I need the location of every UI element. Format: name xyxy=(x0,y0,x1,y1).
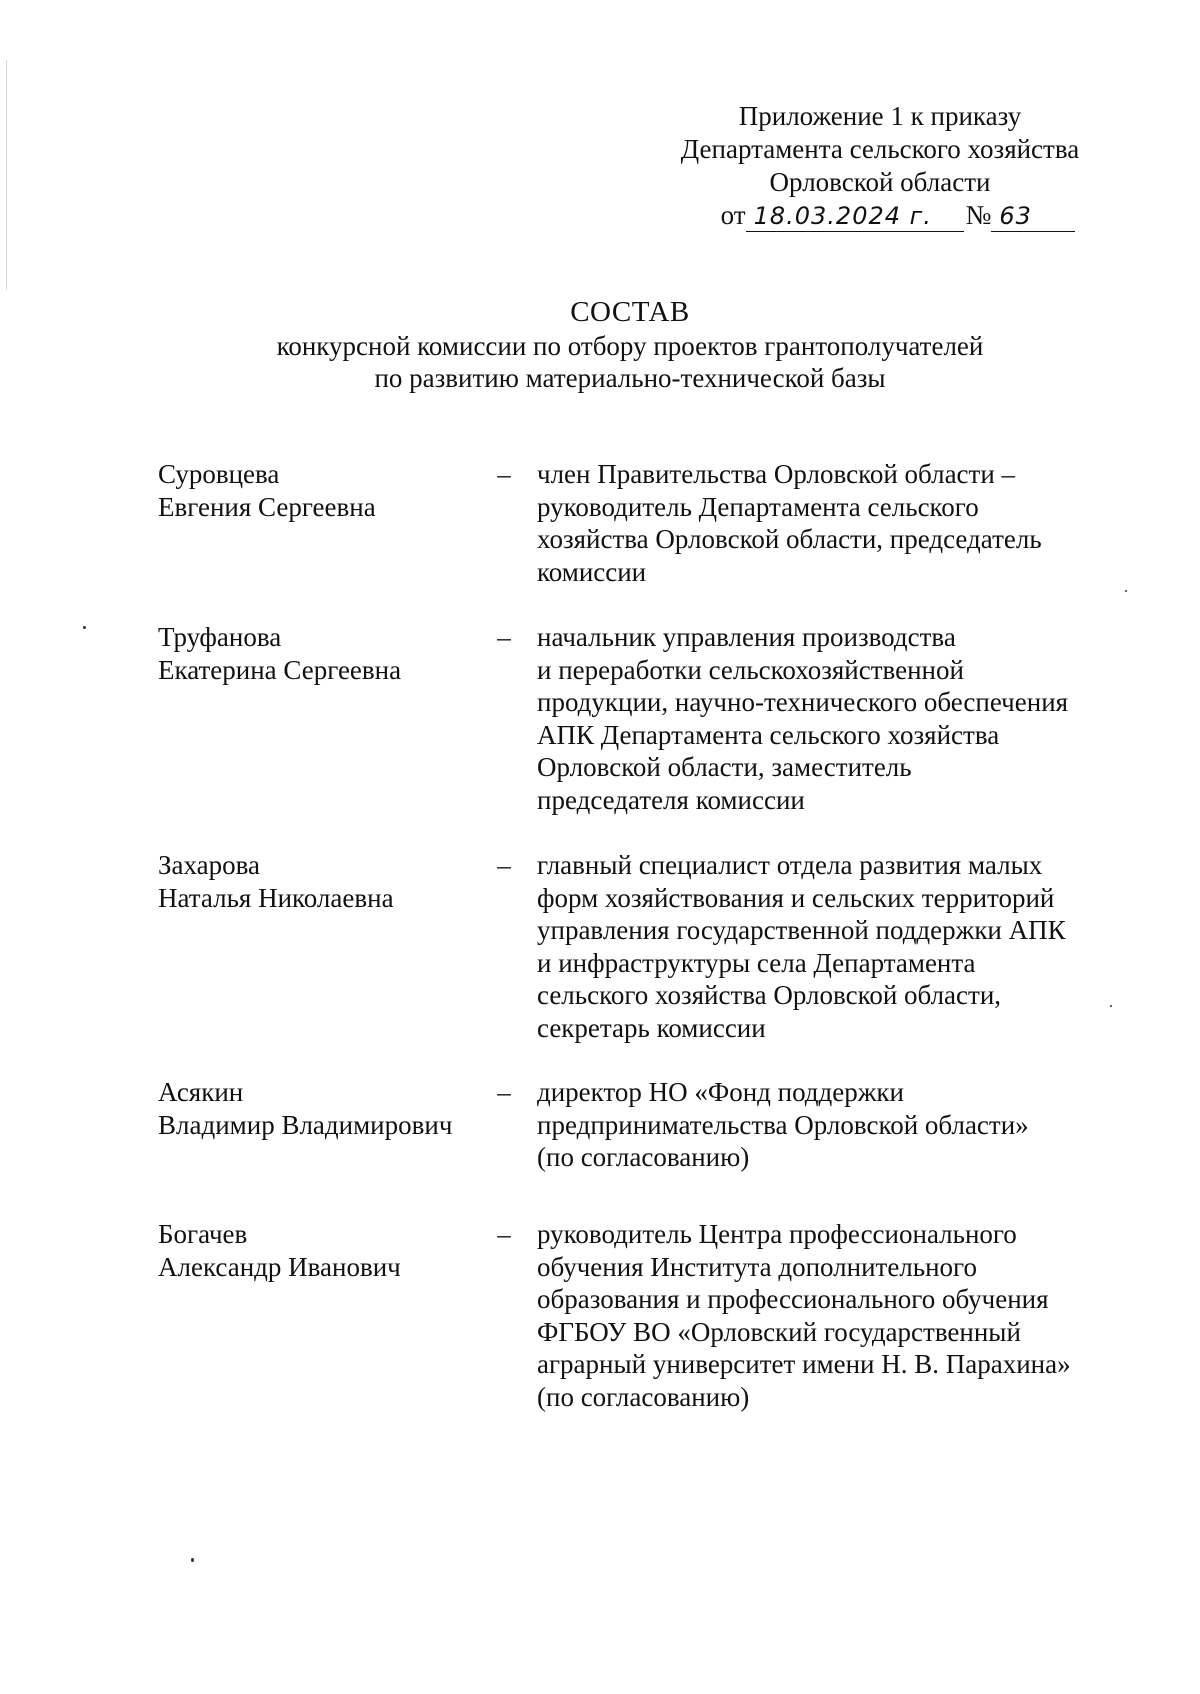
role-line: продукции, научно-технического обеспечения xyxy=(537,687,1069,717)
member-given-name: Александр Иванович xyxy=(158,1251,401,1282)
scan-speck xyxy=(1125,590,1127,592)
member-dash: – xyxy=(497,459,511,489)
header-line-2: Департамента сельского хозяйства xyxy=(680,134,1080,164)
role-line: руководитель Департамента сельского xyxy=(537,491,979,522)
handwritten-order-number: 63 xyxy=(991,201,1075,232)
title-subline-1: конкурсной комиссии по отбору проектов грантополучателей xyxy=(276,331,984,361)
member-surname: Богачев xyxy=(158,1219,248,1249)
member-dash: – xyxy=(497,622,511,652)
order-date-line xyxy=(721,199,1076,232)
member-dash: – xyxy=(497,1219,511,1249)
member-role xyxy=(537,621,1097,816)
role-line: главный специалист отдела развития малых xyxy=(537,850,1043,880)
member-role xyxy=(537,1076,1097,1174)
member-name xyxy=(158,1076,478,1141)
member-surname: Захарова xyxy=(158,850,261,880)
member-given-name: Владимир Владимирович xyxy=(158,1109,453,1140)
role-line: директор НО «Фонд поддержки xyxy=(537,1077,904,1107)
member-surname: Труфанова xyxy=(158,622,282,652)
role-line: член Правительства Орловской области – xyxy=(537,459,1016,489)
member-role xyxy=(537,1218,1097,1413)
role-line: руководитель Центра профессионального xyxy=(537,1219,1017,1249)
role-line: комиссии xyxy=(537,556,647,587)
role-line: (по согласованию) xyxy=(537,1381,750,1412)
scan-speck xyxy=(191,1558,194,1562)
role-line: обучения Института дополнительного xyxy=(537,1251,977,1282)
role-line: форм хозяйствования и сельских территорий xyxy=(537,882,1055,913)
appendix-header xyxy=(670,100,1090,232)
handwritten-date: 18.03.2024 г. xyxy=(746,201,964,232)
role-line: ФГБОУ ВО «Орловский государственный xyxy=(537,1316,1021,1347)
member-name xyxy=(158,849,478,914)
number-sign: № xyxy=(965,200,992,230)
header-line-1: Приложение 1 к приказу xyxy=(738,101,1022,131)
role-line: сельского хозяйства Орловской области, xyxy=(537,980,1002,1010)
member-given-name: Евгения Сергеевна xyxy=(158,491,376,522)
title-heading: СОСТАВ xyxy=(570,296,690,328)
role-line: Орловской области, заместитель xyxy=(537,752,912,782)
header-line-3: Орловской области xyxy=(769,167,991,197)
role-line: секретарь комиссии xyxy=(537,1012,766,1043)
role-line: и переработки сельскохозяйственной xyxy=(537,654,964,685)
role-line: хозяйства Орловской области, председатель xyxy=(537,524,1042,554)
member-name xyxy=(158,458,478,523)
member-role xyxy=(537,458,1097,588)
role-line: начальник управления производства xyxy=(537,622,956,652)
document-title xyxy=(0,296,1200,394)
member-given-name: Наталья Николаевна xyxy=(158,882,394,913)
member-surname: Суровцева xyxy=(158,459,280,489)
role-line: и инфраструктуры села Департамента xyxy=(537,947,976,978)
member-dash: – xyxy=(497,1077,511,1107)
date-prefix: от xyxy=(720,200,746,230)
role-line: аграрный университет имени Н. В. Парахина» xyxy=(537,1349,1071,1379)
scan-speck xyxy=(1110,1005,1112,1007)
title-subline-2: по развитию материально-технической базы xyxy=(374,363,886,393)
member-dash: – xyxy=(497,850,511,880)
scan-edge-line xyxy=(6,60,7,290)
role-line: (по согласованию) xyxy=(537,1142,750,1172)
role-line: АПК Департамента сельского хозяйства xyxy=(537,719,1000,750)
member-name xyxy=(158,621,478,686)
scan-speck xyxy=(83,626,86,629)
member-name xyxy=(158,1218,478,1283)
role-line: предпринимательства Орловской области» xyxy=(537,1109,1029,1140)
member-role xyxy=(537,849,1097,1044)
role-line: образования и профессионального обучения xyxy=(537,1284,1049,1314)
member-given-name: Екатерина Сергеевна xyxy=(158,654,402,685)
role-line: председателя комиссии xyxy=(537,784,805,815)
role-line: управления государственной поддержки АПК xyxy=(537,915,1066,945)
member-surname: Асякин xyxy=(158,1077,244,1107)
